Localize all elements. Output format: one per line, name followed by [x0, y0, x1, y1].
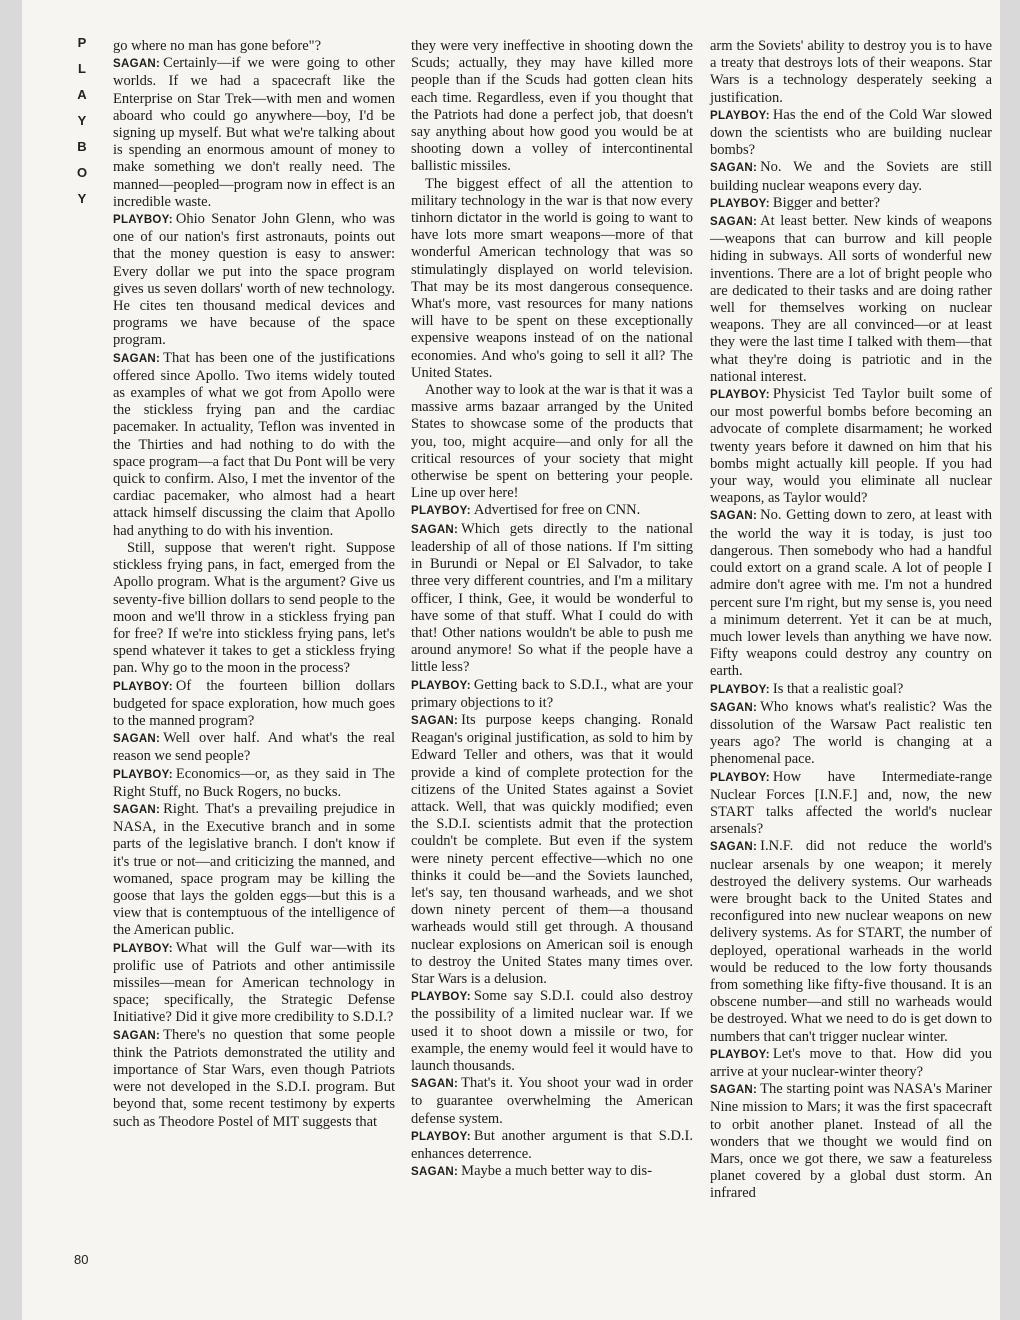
text-column-2: [411, 38, 693, 1181]
paragraph-text: Maybe a much better way to dis-: [461, 1163, 653, 1180]
paragraph: [411, 677, 693, 712]
paragraph: [411, 712, 693, 988]
paragraph-text: What will the Gulf war—with its prolific use of Patriots and other antimissile missiles—mean for American technology in space; specifically, the Strategic Defense Initiative? Did it give more credibility to S.D.I.?: [113, 939, 395, 1026]
speaker-label: SAGAN:: [411, 1166, 459, 1179]
speaker-label: SAGAN:: [113, 352, 161, 365]
paragraph-text: No. Getting down to zero, at least with the world the way it is today, is just too dangerous. Then somebody who had a handful could extort on a grand scale. A lot of people I admire don't agree with me. I'm not a hundred percent sure I'm right, but my sense is, you need a minimum deterrent. Yet it can be at much, much lower levels than anything we have now. Fifty weapons could destroy any country on earth.: [710, 507, 992, 680]
speaker-label: PLAYBOY:: [411, 679, 471, 692]
paragraph: [710, 386, 992, 507]
paragraph: [710, 107, 992, 160]
speaker-label: PLAYBOY:: [710, 771, 770, 784]
paragraph-text: Advertised for free on CNN.: [473, 502, 641, 519]
paragraph-text: Certainly—if we were going to other worlds. If we had a spacecraft like the Enterprise on Star Trek—with men and women aboard who could go anywhere—boy, I'd be signing up myself. But what we're talking about is spending an enormous amount of money to make something we don't really need. The manned—peopled—program now in effect is an incredible waste.: [113, 55, 395, 210]
paragraph: [411, 38, 693, 176]
paragraph-text: go where no man has gone before"?: [113, 38, 322, 54]
paragraph: [411, 1163, 693, 1181]
paragraph-text: Let's move to that. How did you arrive at your nuclear-winter theory?: [710, 1045, 992, 1080]
paragraph-text: Its purpose keeps changing. Ronald Reagan's original justification, as sold to him by Edward Teller and others, was that it would provide a kind of complete protection for the citizens of the United States against a Soviet attack. Well, that was quickly modified; even the S.D.I. scientists admit that the protection couldn't be complete. But even if the system were ninety percent effective—which no one thinks it could be—and the Soviets launched, let's say, ten thousand warheads, and we shot down ninety percent of them—a thousand warheads would still get through. A thousand nuclear explosions on American soil is enough to destroy the United States many times over. Star Wars is a delusion.: [411, 711, 693, 987]
speaker-label: SAGAN:: [710, 510, 758, 523]
speaker-label: SAGAN:: [411, 1078, 459, 1091]
paragraph: [710, 1046, 992, 1081]
paragraph-text: Of the fourteen billion dollars budgeted for space exploration, how much goes to the manned program?: [113, 677, 395, 729]
speaker-label: PLAYBOY:: [411, 991, 471, 1004]
paragraph: [113, 801, 395, 940]
paragraph: [710, 195, 992, 213]
paragraph-text: Another way to look at the war is that it was a massive arms bazaar arranged by the United States to showcase some of the products that you, too, might acquire—and only for all the critical resources of your society that might otherwise be spent on bettering your people. Line up over here!: [411, 382, 693, 502]
paragraph: [113, 540, 395, 678]
speaker-label: SAGAN:: [113, 803, 161, 816]
speaker-label: PLAYBOY:: [411, 505, 471, 518]
paragraph: [411, 1075, 693, 1128]
speaker-label: PLAYBOY:: [411, 1130, 471, 1143]
paragraph: [710, 1081, 992, 1202]
paragraph-text: Bigger and better?: [772, 194, 881, 211]
paragraph: [411, 1128, 693, 1163]
paragraph-text: I.N.F. did not reduce the world's nuclear arsenals by one weapon; it merely destroyed the delivery systems. Our warheads were brought back to the United States and reconfigured into new nuclear weapons on new delivery systems. As for START, the number of deployed, operational warheads in the world would be reduced to the low forty thousands from something like fifty-five thousand. It is an obscene number—and still no warheads would be destroyed. What we need to do is get down to numbers that can't trigger nuclear winter.: [710, 838, 993, 1045]
paragraph: [710, 159, 992, 194]
paragraph-text: That has been one of the justifications offered since Apollo. Two items widely touted as examples of what we got from Apollo were the stickless frying pan and the cardiac pacemaker. In actuality, Teflon was invented in the Thirties and had nothing to do with the space program—a fact that Du Pont will be very quick to confirm. Also, I met the inventor of the cardiac pacemaker, who almost had a heart attack himself discussing the claim that Apollo had anything to do with his invention.: [113, 349, 395, 539]
speaker-label: SAGAN:: [411, 523, 459, 536]
paragraph: [113, 678, 395, 731]
paragraph-text: The biggest effect of all the attention to military technology in the war is that now every tinhorn dictator in the world is going to want to have lots more smart weapons—more of that wonderful American technology that was so stimulatingly displayed on world television. That may be its most dangerous consequence. What's more, vast resources for many nations will have to be spent on these exceptionally expensive weapons instead of on the national economies. And who's going to sell it all? The United States.: [411, 175, 693, 381]
side-title-letter: B: [77, 139, 87, 154]
speaker-label: PLAYBOY:: [113, 680, 173, 693]
paragraph-text: That's it. You shoot your wad in order to guarantee overwhelming the American defense system.: [411, 1075, 693, 1127]
magazine-side-title: [71, 30, 93, 212]
paragraph-text: Well over half. And what's the real reason we send people?: [113, 730, 395, 765]
side-title-letter: P: [77, 35, 87, 50]
paragraph-text: Physicist Ted Taylor built some of our most powerful bombs before becoming an advocate of complete disarmament; he worked twenty years before it dawned on him that his bombs might actually kill people. If you had your way, would you eliminate all nuclear weapons, as Taylor would?: [710, 386, 992, 507]
paragraph-text: Still, suppose that weren't right. Suppose stickless frying pans, in fact, emerged from the Apollo program. What is the argument? Give us seventy-five billion dollars to send people to the moon and we'll throw in a stickless frying pan for free? If we're into stickless frying pans, let's spend whatever it takes to get a stickless frying pan. Why go to the moon in the process?: [113, 539, 395, 677]
paragraph-text: they were very ineffective in shooting down the Scuds; actually, they may have killed more people than if the Scuds had gotten clean hits each time. Regardless, even if you thought that the Patriots had done a perfect job, that doesn't say anything about how good you would be at shooting down a volley of intercontinental ballistic missiles.: [411, 38, 693, 175]
speaker-label: PLAYBOY:: [710, 1048, 770, 1061]
paragraph: [113, 940, 395, 1027]
paragraph: [710, 699, 992, 769]
paragraph-text: No. We and the Soviets are still building nuclear weapons every day.: [710, 159, 992, 194]
paragraph: [710, 38, 992, 107]
paragraph-text: arm the Soviets' ability to destroy you is to have a treaty that destroys lots of their weapons. Star Wars is a technology desperately seeking a justification.: [710, 38, 992, 106]
speaker-label: PLAYBOY:: [113, 942, 173, 955]
speaker-label: PLAYBOY:: [710, 389, 770, 402]
paragraph-text: Getting back to S.D.I., what are your primary objections to it?: [411, 676, 693, 711]
speaker-label: SAGAN:: [710, 216, 758, 229]
paragraph: [710, 213, 992, 386]
speaker-label: SAGAN:: [113, 1029, 161, 1042]
side-title-letter: Y: [77, 113, 87, 128]
speaker-label: SAGAN:: [710, 841, 758, 854]
paragraph: [411, 521, 693, 677]
speaker-label: SAGAN:: [710, 1084, 758, 1097]
speaker-label: SAGAN:: [113, 58, 161, 71]
paragraph-text: The starting point was NASA's Mariner Nine mission to Mars; it was the first spacecraft to orbit another planet. Instead of all the wonders that we thought we would find on Mars, once we got there, we saw a featureless planet covered by a global dust storm. An infrared: [710, 1081, 992, 1202]
paragraph-text: Who knows what's realistic? Was the dissolution of the Warsaw Pact realistic ten years ago? The world is changing at a phenomenal pace.: [710, 698, 992, 768]
paragraph-text: Is that a realistic goal?: [772, 680, 904, 697]
side-title-letter: A: [77, 87, 87, 102]
speaker-label: PLAYBOY:: [710, 683, 770, 696]
paragraph-text: Economics—or, as they said in The Right Stuff, no Buck Rogers, no bucks.: [113, 765, 395, 800]
paragraph: [411, 988, 693, 1075]
speaker-label: SAGAN:: [710, 162, 758, 175]
paragraph-text: Has the end of the Cold War slowed down the scientists who are building nuclear bombs?: [710, 106, 992, 159]
side-title-letter: Y: [77, 191, 87, 206]
paragraph: [411, 176, 693, 382]
paragraph: [411, 502, 693, 520]
speaker-label: SAGAN:: [710, 701, 758, 714]
paragraph-text: Which gets directly to the national leadership of all of those nations. If I'm sitting in Burundi or Nepal or El Salvador, to take three very different countries, and I'm a military officer, I think, Gee, it would be wonderful to have some of that stuff. What I could do with that! Other nations wouldn't be able to push me around anymore! So what if the people have a little less?: [411, 520, 693, 676]
text-column-3: [710, 38, 992, 1203]
paragraph: [411, 382, 693, 502]
paragraph: [710, 838, 992, 1045]
paragraph: [113, 55, 395, 211]
paragraph: [113, 766, 395, 801]
paragraph: [710, 507, 992, 680]
paragraph-text: At least better. New kinds of weapons—weapons that can burrow and kill people hiding in subways. All sorts of wonderful new inventions. There are a lot of bright people who are dedicated to their tasks and are doing rather well for themselves working on nuclear weapons. They are all convinced—or at least they were the last time I talked with them—that what they're doing is patriotic and in the national interest.: [710, 213, 992, 385]
paragraph-text: There's no question that some people think the Patriots demonstrated the utility and importance of Star Wars, even though Patriots were not developed in the S.D.I. program. But beyond that, some recent testimony by experts such as Theodore Postel of MIT suggests that: [113, 1026, 395, 1130]
speaker-label: PLAYBOY:: [113, 214, 173, 227]
side-title-letter: L: [78, 61, 86, 76]
paragraph: [710, 681, 992, 699]
paragraph: [710, 769, 992, 839]
side-title-letter: O: [76, 165, 88, 180]
paragraph-text: Ohio Senator John Glenn, who was one of our nation's first astronauts, points out that the money question is easy to answer: Every dollar we put into the space program gives us seven dollars' worth of new technology. He cites ten thousand medical devices and programs we have because of the space program.: [113, 211, 395, 349]
paragraph-text: But another argument is that S.D.I. enhances deterrence.: [411, 1127, 693, 1162]
paragraph: [113, 350, 395, 540]
speaker-label: PLAYBOY:: [113, 768, 173, 781]
speaker-label: PLAYBOY:: [710, 197, 770, 210]
paragraph-text: Right. That's a prevailing prejudice in NASA, in the Executive branch and in some parts of the legislative branch. I don't know if it's true or not—and criticizing the manned, and womaned, space program may be killing the goose that lays the golden eggs—but this is a view that is contemptuous of the intelligence of the American public.: [113, 800, 395, 939]
paragraph: [113, 1027, 395, 1131]
paragraph: [113, 730, 395, 765]
speaker-label: SAGAN:: [411, 714, 459, 727]
speaker-label: SAGAN:: [113, 733, 161, 746]
text-column-1: [113, 38, 395, 1131]
magazine-page: [22, 0, 1000, 1320]
paragraph: [113, 211, 395, 350]
page-number: 80: [74, 1252, 89, 1267]
paragraph-text: How have Intermediate-range Nuclear Forces [I.N.F.] and, now, the new START talks affected the world's nuclear arsenals?: [710, 768, 992, 838]
paragraph: [113, 38, 395, 55]
paragraph-text: Some say S.D.I. could also destroy the possibility of a limited nuclear war. If we used it to shoot down a missile or two, for example, the enemy would feel it would have to launch thousands.: [411, 988, 693, 1074]
speaker-label: PLAYBOY:: [710, 109, 770, 122]
